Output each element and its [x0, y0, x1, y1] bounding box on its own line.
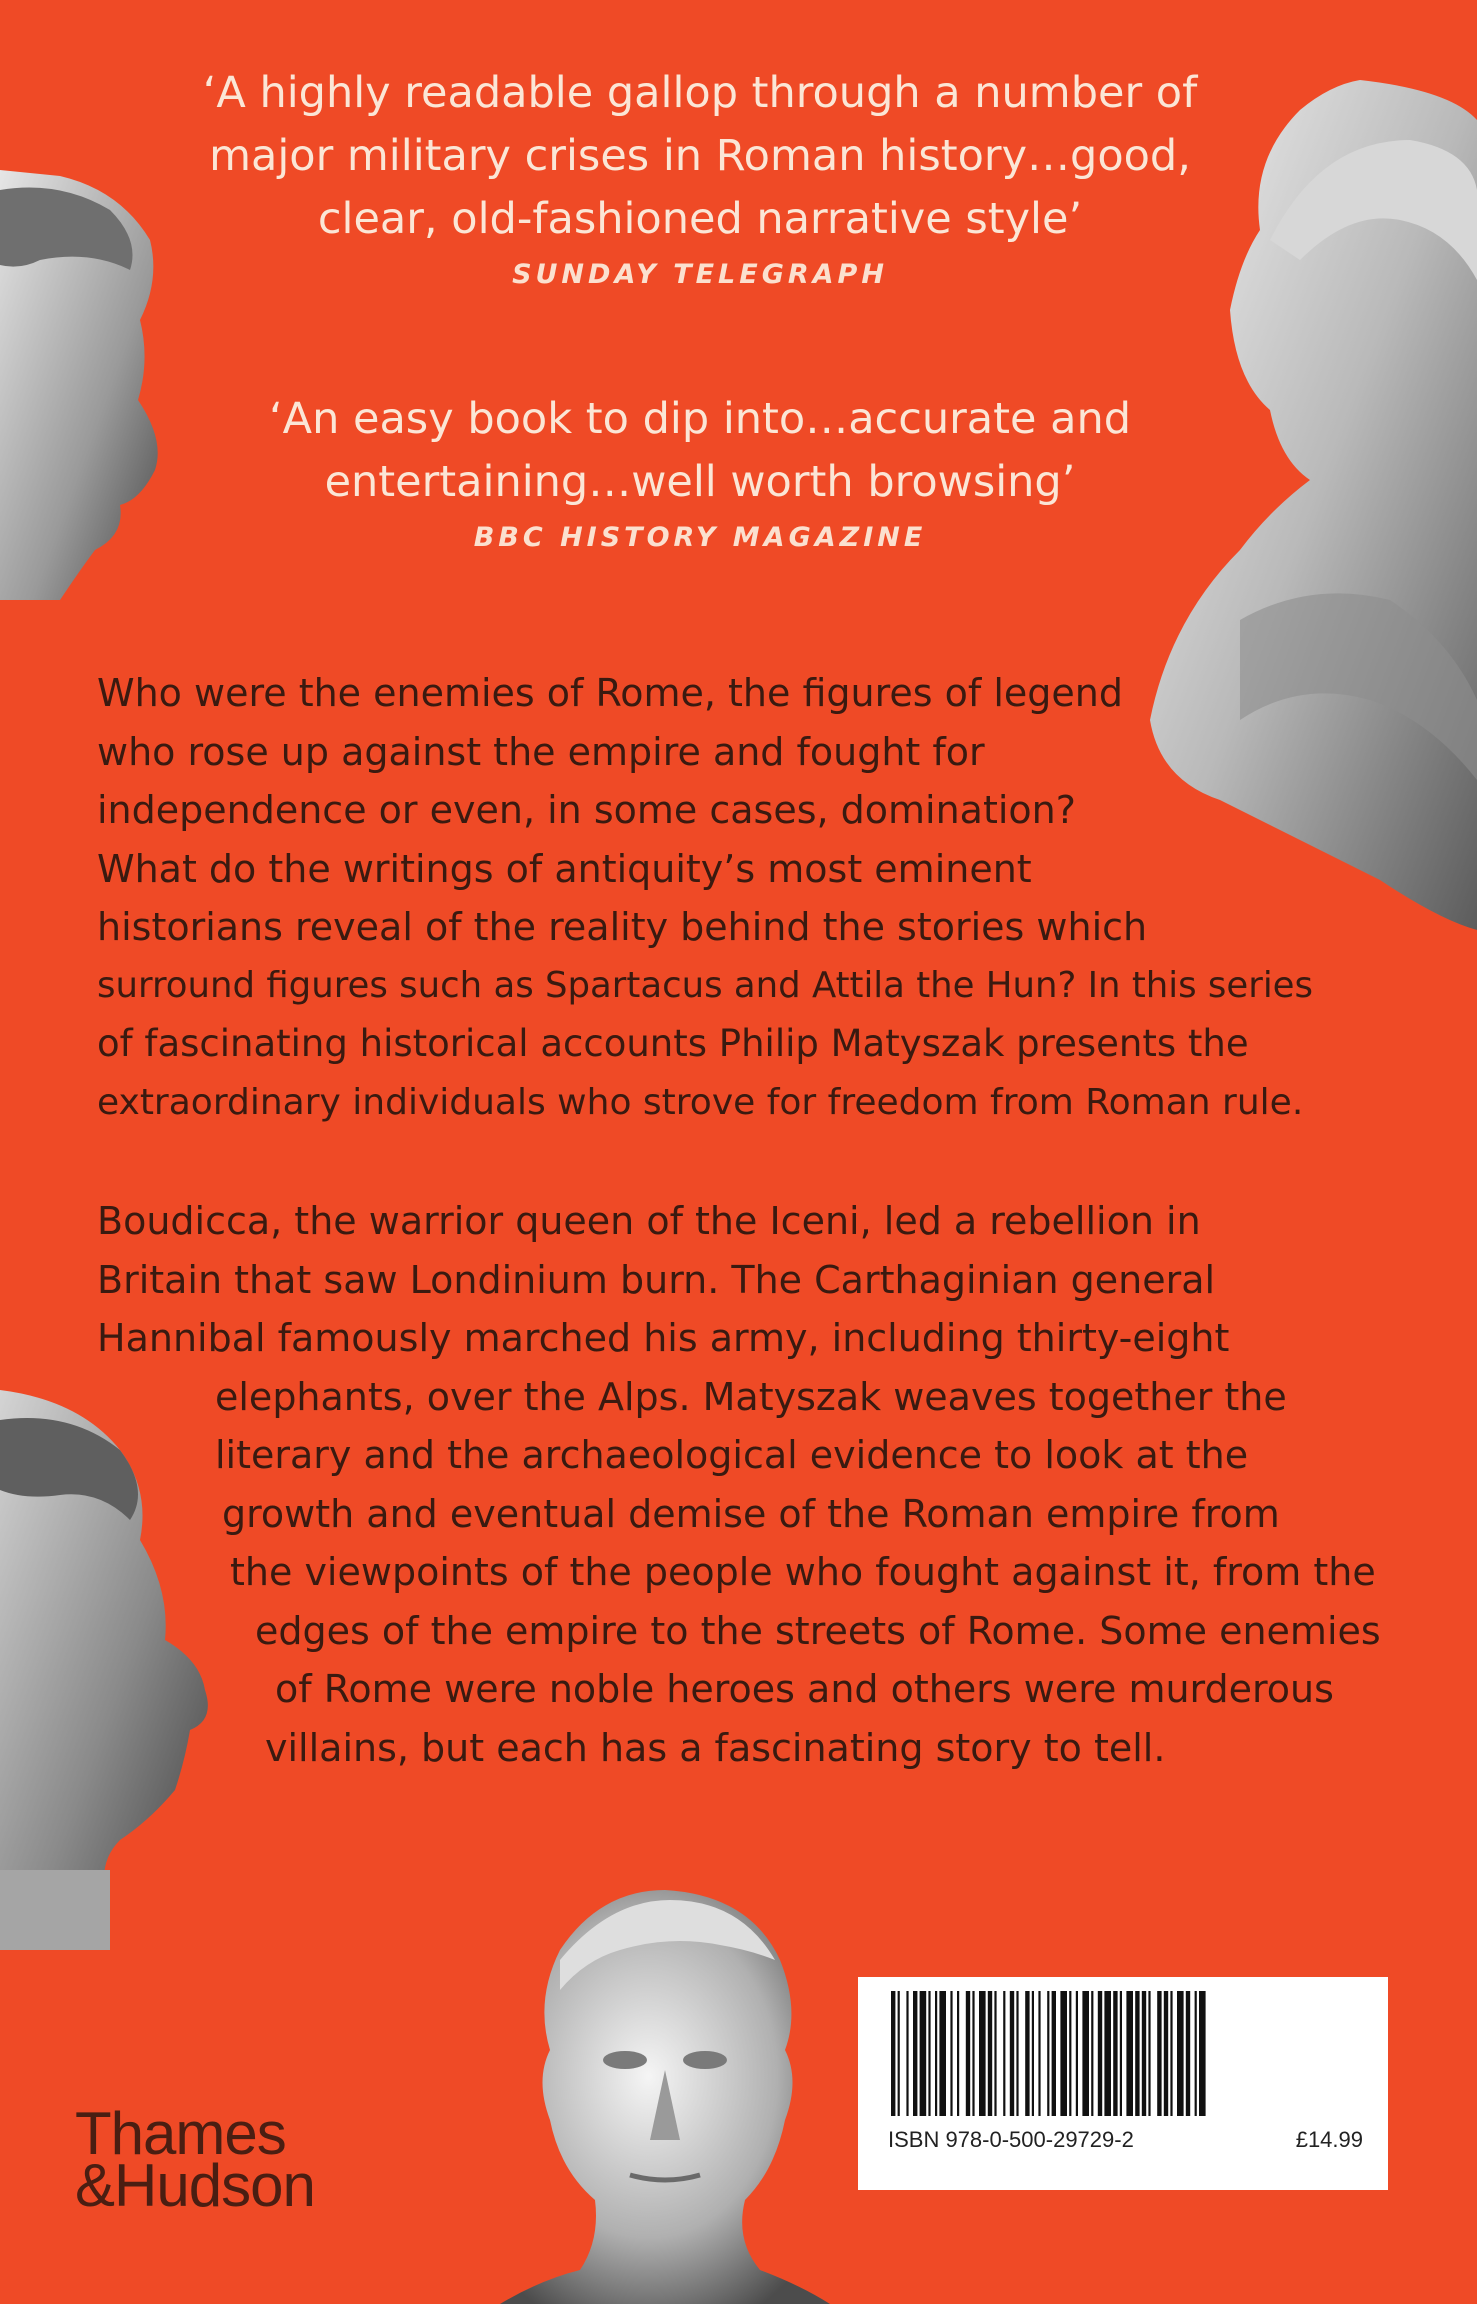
barcode-bar — [1069, 1991, 1071, 2116]
barcode-bar — [972, 1991, 974, 2116]
barcode-bar — [913, 1991, 917, 2116]
quote-line: entertaining…well worth browsing’ — [324, 457, 1076, 507]
quote-line: ‘A highly readable gallop through a number of — [202, 68, 1198, 118]
barcode-bar — [1113, 1991, 1117, 2116]
quote-source: BBC HISTORY MAGAZINE — [473, 522, 927, 553]
barcode-bar — [957, 1991, 959, 2116]
barcode-bar — [1142, 1991, 1146, 2116]
barcode-bar — [1104, 1991, 1111, 2116]
blurb-line: of Rome were noble heroes and others were murderous — [275, 1667, 1334, 1711]
barcode-bar — [1032, 1991, 1034, 2116]
barcode-bar — [988, 1991, 992, 2116]
blurb-line: who rose up against the empire and fought for — [97, 729, 985, 774]
blurb-line: Boudicca, the warrior queen of the Iceni, led a rebellion in — [97, 1199, 1201, 1243]
blurb-line: of fascinating historical accounts Philip Matyszak presents the — [97, 1022, 1249, 1065]
publisher-line-1: Thames — [75, 2100, 286, 2167]
review-quote-2 — [150, 388, 1250, 553]
quote-source: SUNDAY TELEGRAPH — [512, 259, 888, 290]
blurb-line: Britain that saw Londinium burn. The Carthaginian general — [97, 1257, 1216, 1302]
barcode-bar — [1135, 1991, 1139, 2116]
barcode-bar — [891, 1991, 895, 2116]
blurb-paragraph-1 — [97, 664, 1313, 1132]
review-quote-1 — [150, 62, 1250, 290]
barcode-bar — [966, 1991, 970, 2116]
barcode-bar — [1186, 1991, 1190, 2116]
blurb-line: independence or even, in some cases, domination? — [97, 788, 1076, 832]
barcode-bar — [1177, 1991, 1184, 2116]
barcode-panel — [858, 1977, 1388, 2190]
barcode-bar — [1195, 1991, 1197, 2116]
barcode-bar — [935, 1991, 937, 2116]
barcode-bar — [1003, 1991, 1005, 2116]
barcode-bar — [906, 1991, 908, 2116]
blurb-line: extraordinary individuals who strove for freedom from Roman rule. — [97, 1081, 1304, 1123]
publisher-line-2: &Hudson — [75, 2152, 315, 2219]
barcode-bar — [939, 1991, 946, 2116]
barcode-bar — [1120, 1991, 1122, 2116]
barcode-bar — [1098, 1991, 1102, 2116]
quote-line: ‘An easy book to dip into…accurate and — [268, 394, 1131, 444]
barcode-bar — [1199, 1991, 1206, 2116]
barcode-bar — [1126, 1991, 1133, 2116]
blurb-line: Hannibal famously marched his army, including thirty-eight — [97, 1316, 1230, 1360]
quote-line: major military crises in Roman history…good, — [209, 131, 1191, 181]
barcode-bar — [898, 1991, 900, 2116]
blurb-line: edges of the empire to the streets of Rome. Some enemies — [255, 1608, 1381, 1653]
barcode-bar — [1157, 1991, 1161, 2116]
barcode-bar — [920, 1991, 927, 2116]
barcode-bar — [1076, 1991, 1078, 2116]
barcode-bar — [1060, 1991, 1067, 2116]
barcode-bar — [1016, 1991, 1018, 2116]
blurb-line: What do the writings of antiquity’s most eminent — [97, 846, 1032, 891]
blurb-paragraph-2 — [97, 1192, 1381, 1777]
barcode-bar — [950, 1991, 952, 2116]
isbn-number: ISBN 978-0-500-29729-2 — [888, 2127, 1134, 2152]
blurb-line: elephants, over the Alps. Matyszak weaves together the — [215, 1374, 1287, 1419]
barcode-icon — [883, 1991, 1363, 2121]
blurb-line: the viewpoints of the people who fought against it, from the — [230, 1550, 1376, 1594]
barcode-bar — [979, 1991, 986, 2116]
barcode-bar — [1148, 1991, 1150, 2116]
bust-bottom-center-icon — [500, 1880, 830, 2304]
quote-line: clear, old-fashioned narrative style’ — [317, 194, 1083, 244]
barcode-bar — [1025, 1991, 1029, 2116]
barcode-bar — [1047, 1991, 1049, 2116]
bust-top-left-icon — [0, 170, 170, 600]
barcode-bar — [1052, 1991, 1056, 2116]
price-label: £14.99 — [1295, 2127, 1363, 2152]
blurb-line: surround figures such as Spartacus and Attila the Hun? In this series — [97, 964, 1314, 1006]
blurb-line: literary and the archaeological evidence to look at the — [215, 1433, 1249, 1477]
blurb-line: villains, but each has a fascinating story to tell. — [265, 1725, 1166, 1770]
barcode-bar — [1164, 1991, 1168, 2116]
barcode-bar — [1170, 1991, 1172, 2116]
barcode-bar — [1038, 1991, 1040, 2116]
barcode-bar — [994, 1991, 996, 2116]
barcode-bar — [928, 1991, 930, 2116]
barcode-bar — [1010, 1991, 1014, 2116]
publisher-logo — [75, 2100, 315, 2219]
barcode-bar — [1082, 1991, 1089, 2116]
blurb-line: historians reveal of the reality behind the stories which — [97, 905, 1148, 949]
blurb-line: Who were the enemies of Rome, the figures of legend — [97, 671, 1123, 715]
blurb-line: growth and eventual demise of the Roman empire from — [222, 1491, 1280, 1536]
barcode-bar — [1091, 1991, 1093, 2116]
